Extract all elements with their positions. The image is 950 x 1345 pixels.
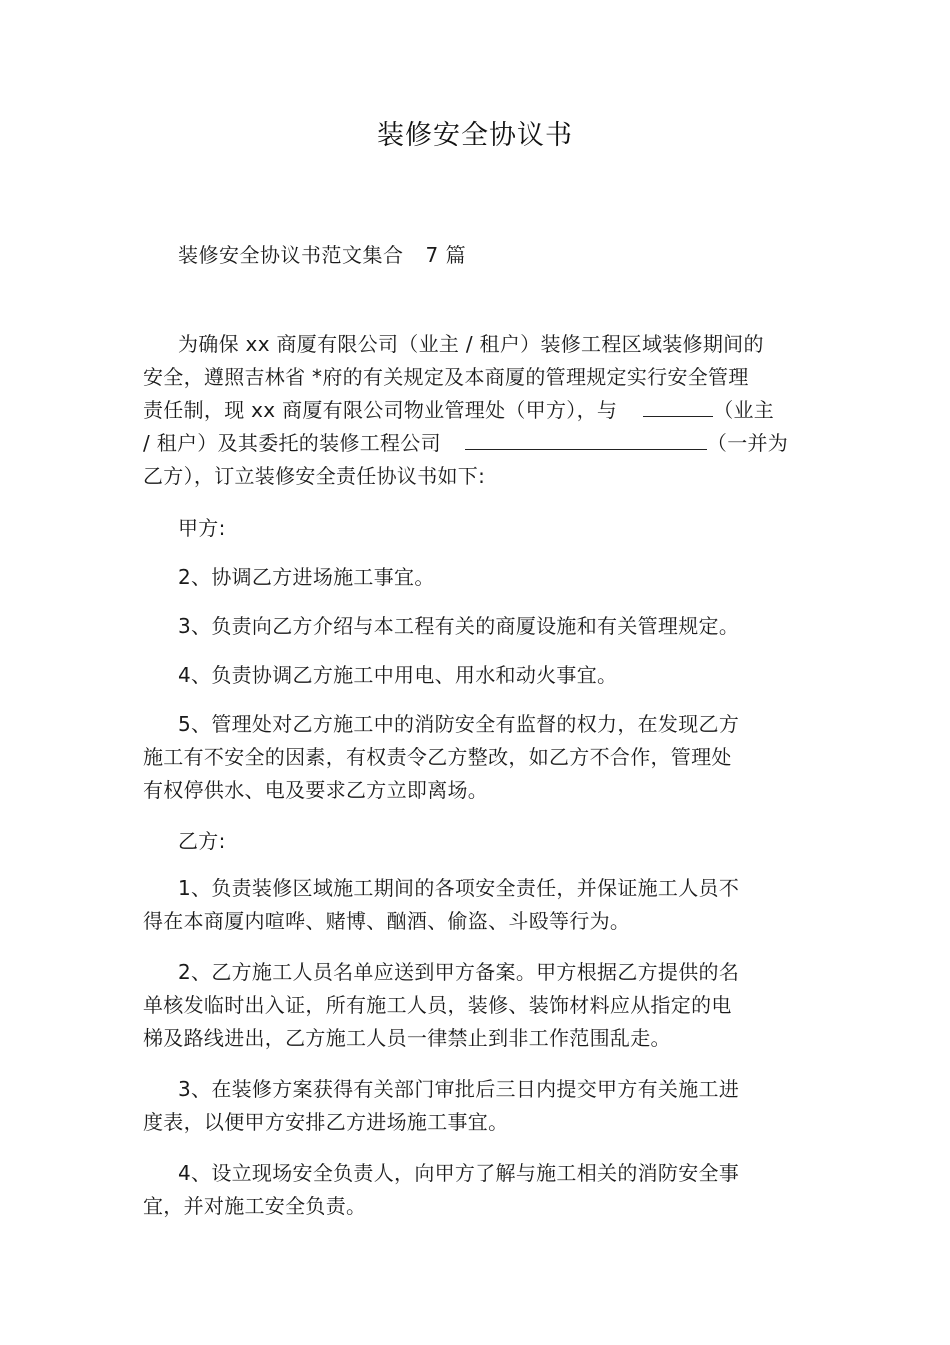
intro-line-3 — [143, 396, 774, 424]
party-a-item-4: 4、负责协调乙方施工中用电、用水和动火事宜。 — [178, 663, 618, 687]
party-b-heading: 乙方: — [178, 829, 226, 853]
intro-line-1: 为确保 xx 商厦有限公司（业主 / 租户）装修工程区域装修期间的 — [178, 332, 764, 356]
party-b-item-1-line-2: 得在本商厦内喧哗、赌博、酗酒、偷盗、斗殴等行为。 — [143, 909, 631, 933]
party-a-item-5-line-2: 施工有不安全的因素，有权责令乙方整改，如乙方不合作，管理处 — [143, 745, 732, 769]
party-a-item-3: 3、负责向乙方介绍与本工程有关的商厦设施和有关管理规定。 — [178, 614, 740, 638]
party-a-item-5-line-1: 5、管理处对乙方施工中的消防安全有监督的权力，在发现乙方 — [178, 712, 740, 736]
party-name-blank — [643, 396, 713, 417]
party-b-item-2-line-3: 梯及路线进出，乙方施工人员一律禁止到非工作范围乱走。 — [143, 1026, 671, 1050]
document-title: 装修安全协议书 — [377, 120, 573, 151]
contractor-name-blank — [465, 429, 707, 450]
intro-line-2: 安全，遵照吉林省 *府的有关规定及本商厦的管理规定实行安全管理 — [143, 365, 749, 389]
intro-line-3-tail: （业主 — [713, 398, 775, 422]
party-a-heading: 甲方: — [178, 516, 226, 540]
subtitle-text: 装修安全协议书范文集合 — [178, 243, 404, 267]
intro-line-5: 乙方），订立装修安全责任协议书如下: — [143, 464, 486, 488]
party-a-item-2: 2、协调乙方进场施工事宜。 — [178, 565, 435, 589]
party-b-item-1-line-1: 1、负责装修区域施工期间的各项安全责任，并保证施工人员不 — [178, 876, 740, 900]
party-b-item-3-line-2: 度表，以便甲方安排乙方进场施工事宜。 — [143, 1110, 509, 1134]
intro-line-4-tail: （一并为 — [706, 431, 789, 455]
intro-line-4-text: / 租户）及其委托的装修工程公司 — [143, 431, 441, 455]
party-a-item-5-line-3: 有权停供水、电及要求乙方立即离场。 — [143, 778, 489, 802]
intro-line-4 — [143, 429, 788, 457]
party-b-item-4-line-2: 宜，并对施工安全负责。 — [143, 1194, 367, 1218]
document-subtitle — [178, 241, 466, 269]
intro-line-3-text: 责任制，现 xx 商厦有限公司物业管理处（甲方），与 — [143, 398, 618, 422]
party-b-item-2-line-2: 单核发临时出入证，所有施工人员，装修、装饰材料应从指定的电 — [143, 993, 732, 1017]
party-b-item-2-line-1: 2、乙方施工人员名单应送到甲方备案。甲方根据乙方提供的名 — [178, 960, 740, 984]
subtitle-count: 7 篇 — [425, 243, 467, 267]
party-b-item-4-line-1: 4、设立现场安全负责人，向甲方了解与施工相关的消防安全事 — [178, 1161, 740, 1185]
party-b-item-3-line-1: 3、在装修方案获得有关部门审批后三日内提交甲方有关施工进 — [178, 1077, 740, 1101]
